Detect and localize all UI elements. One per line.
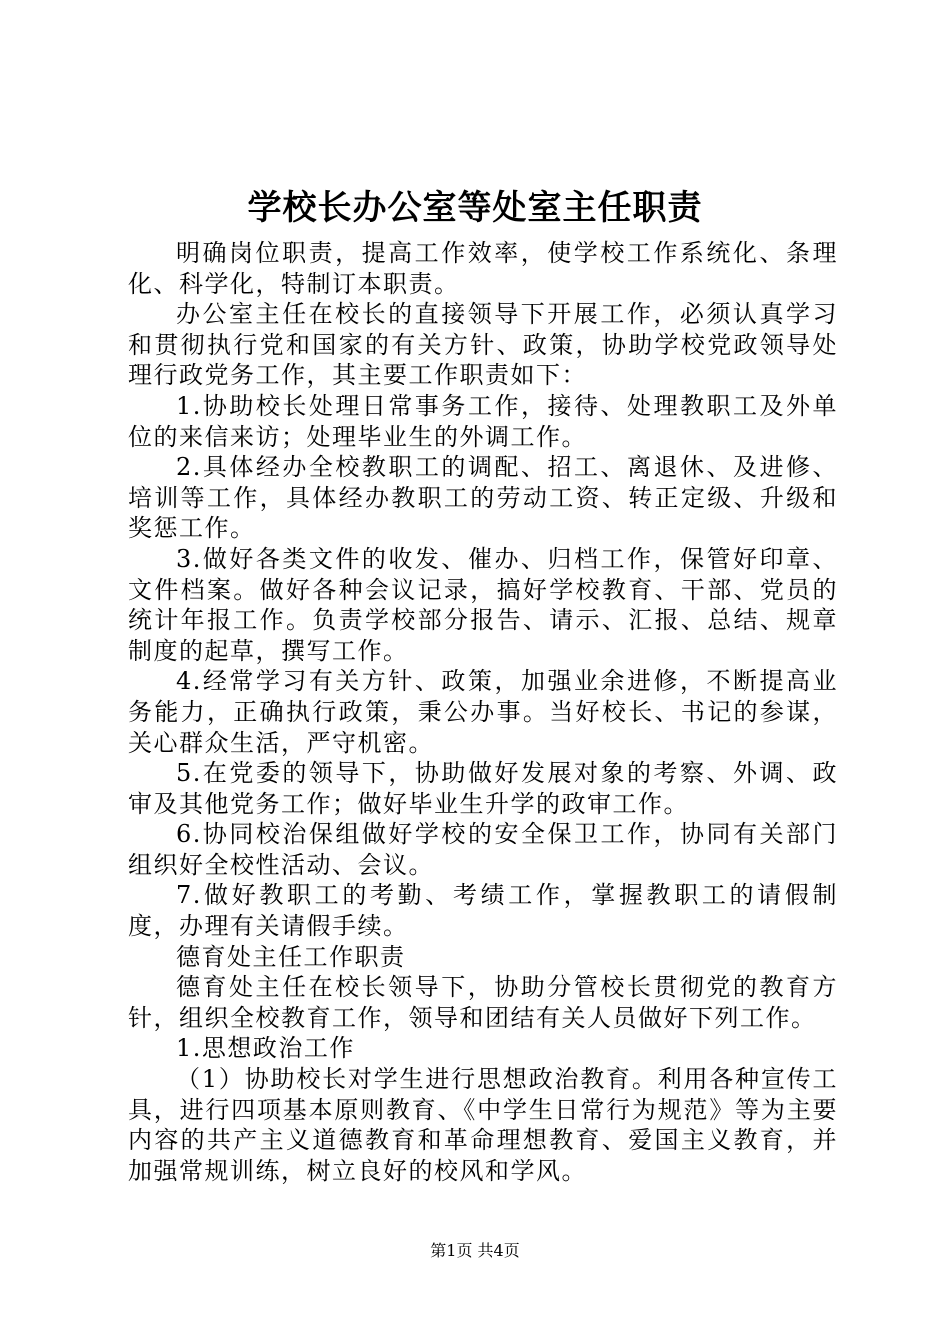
subheading-ideological-work: 1.思想政治工作 [176, 1034, 355, 1063]
section-heading-moral-education: 德育处主任工作职责 [176, 942, 406, 971]
duty-item-5: 5.在党委的领导下，协助做好发展对象的考察、外调、政审及其他党务工作；做好毕业生升学的政审工作。 [128, 759, 838, 818]
intro-paragraph: 明确岗位职责，提高工作效率，使学校工作系统化、条理化、科学化，特制订本职责。 [128, 239, 838, 298]
moral-education-intro-paragraph: 德育处主任在校长领导下，协助分管校长贯彻党的教育方针，组织全校教育工作，领导和团结有关人员做好下列工作。 [128, 973, 838, 1032]
duty-item-2: 2.具体经办全校教职工的调配、招工、离退休、及进修、培训等工作，具体经办教职工的劳动工资、转正定级、升级和奖惩工作。 [128, 453, 838, 543]
duty-item-4: 4.经常学习有关方针、政策，加强业余进修，不断提高业务能力，正确执行政策，秉公办事。当好校长、书记的参谋，关心群众生活，严守机密。 [128, 667, 838, 757]
duty-item-6: 6.协同校治保组做好学校的安全保卫工作，协同有关部门组织好全校性活动、会议。 [128, 820, 838, 879]
duty-item-1: 1.协助校长处理日常事务工作，接待、处理教职工及外单位的来信来访；处理毕业生的外调工作。 [128, 391, 838, 451]
office-director-intro-paragraph: 办公室主任在校长的直接领导下开展工作，必须认真学习和贯彻执行党和国家的有关方针、政策，协助学校党政领导处理行政党务工作，其主要工作职责如下： [128, 300, 838, 390]
ideological-work-item-1: （1）协助校长对学生进行思想政治教育。利用各种宣传工具，进行四项基本原则教育、《中学生日常行为规范》等为主要内容的共产主义道德教育和革命理想教育、爱国主义教育，并加强常规训练，树立良好的校风和学风。 [128, 1065, 838, 1185]
duty-item-7: 7.做好教职工的考勤、考绩工作，掌握教职工的请假制度，办理有关请假手续。 [128, 881, 838, 941]
document-title: 学校长办公室等处室主任职责 [247, 188, 703, 228]
duty-item-3: 3.做好各类文件的收发、催办、归档工作，保管好印章、文件档案。做好各种会议记录，搞好学校教育、干部、党员的统计年报工作。负责学校部分报告、请示、汇报、总结、规章制度的起草，撰写工作。 [128, 544, 838, 665]
page-number-footer: 第1页 共4页 [430, 1241, 520, 1260]
document-body [128, 238, 838, 1186]
